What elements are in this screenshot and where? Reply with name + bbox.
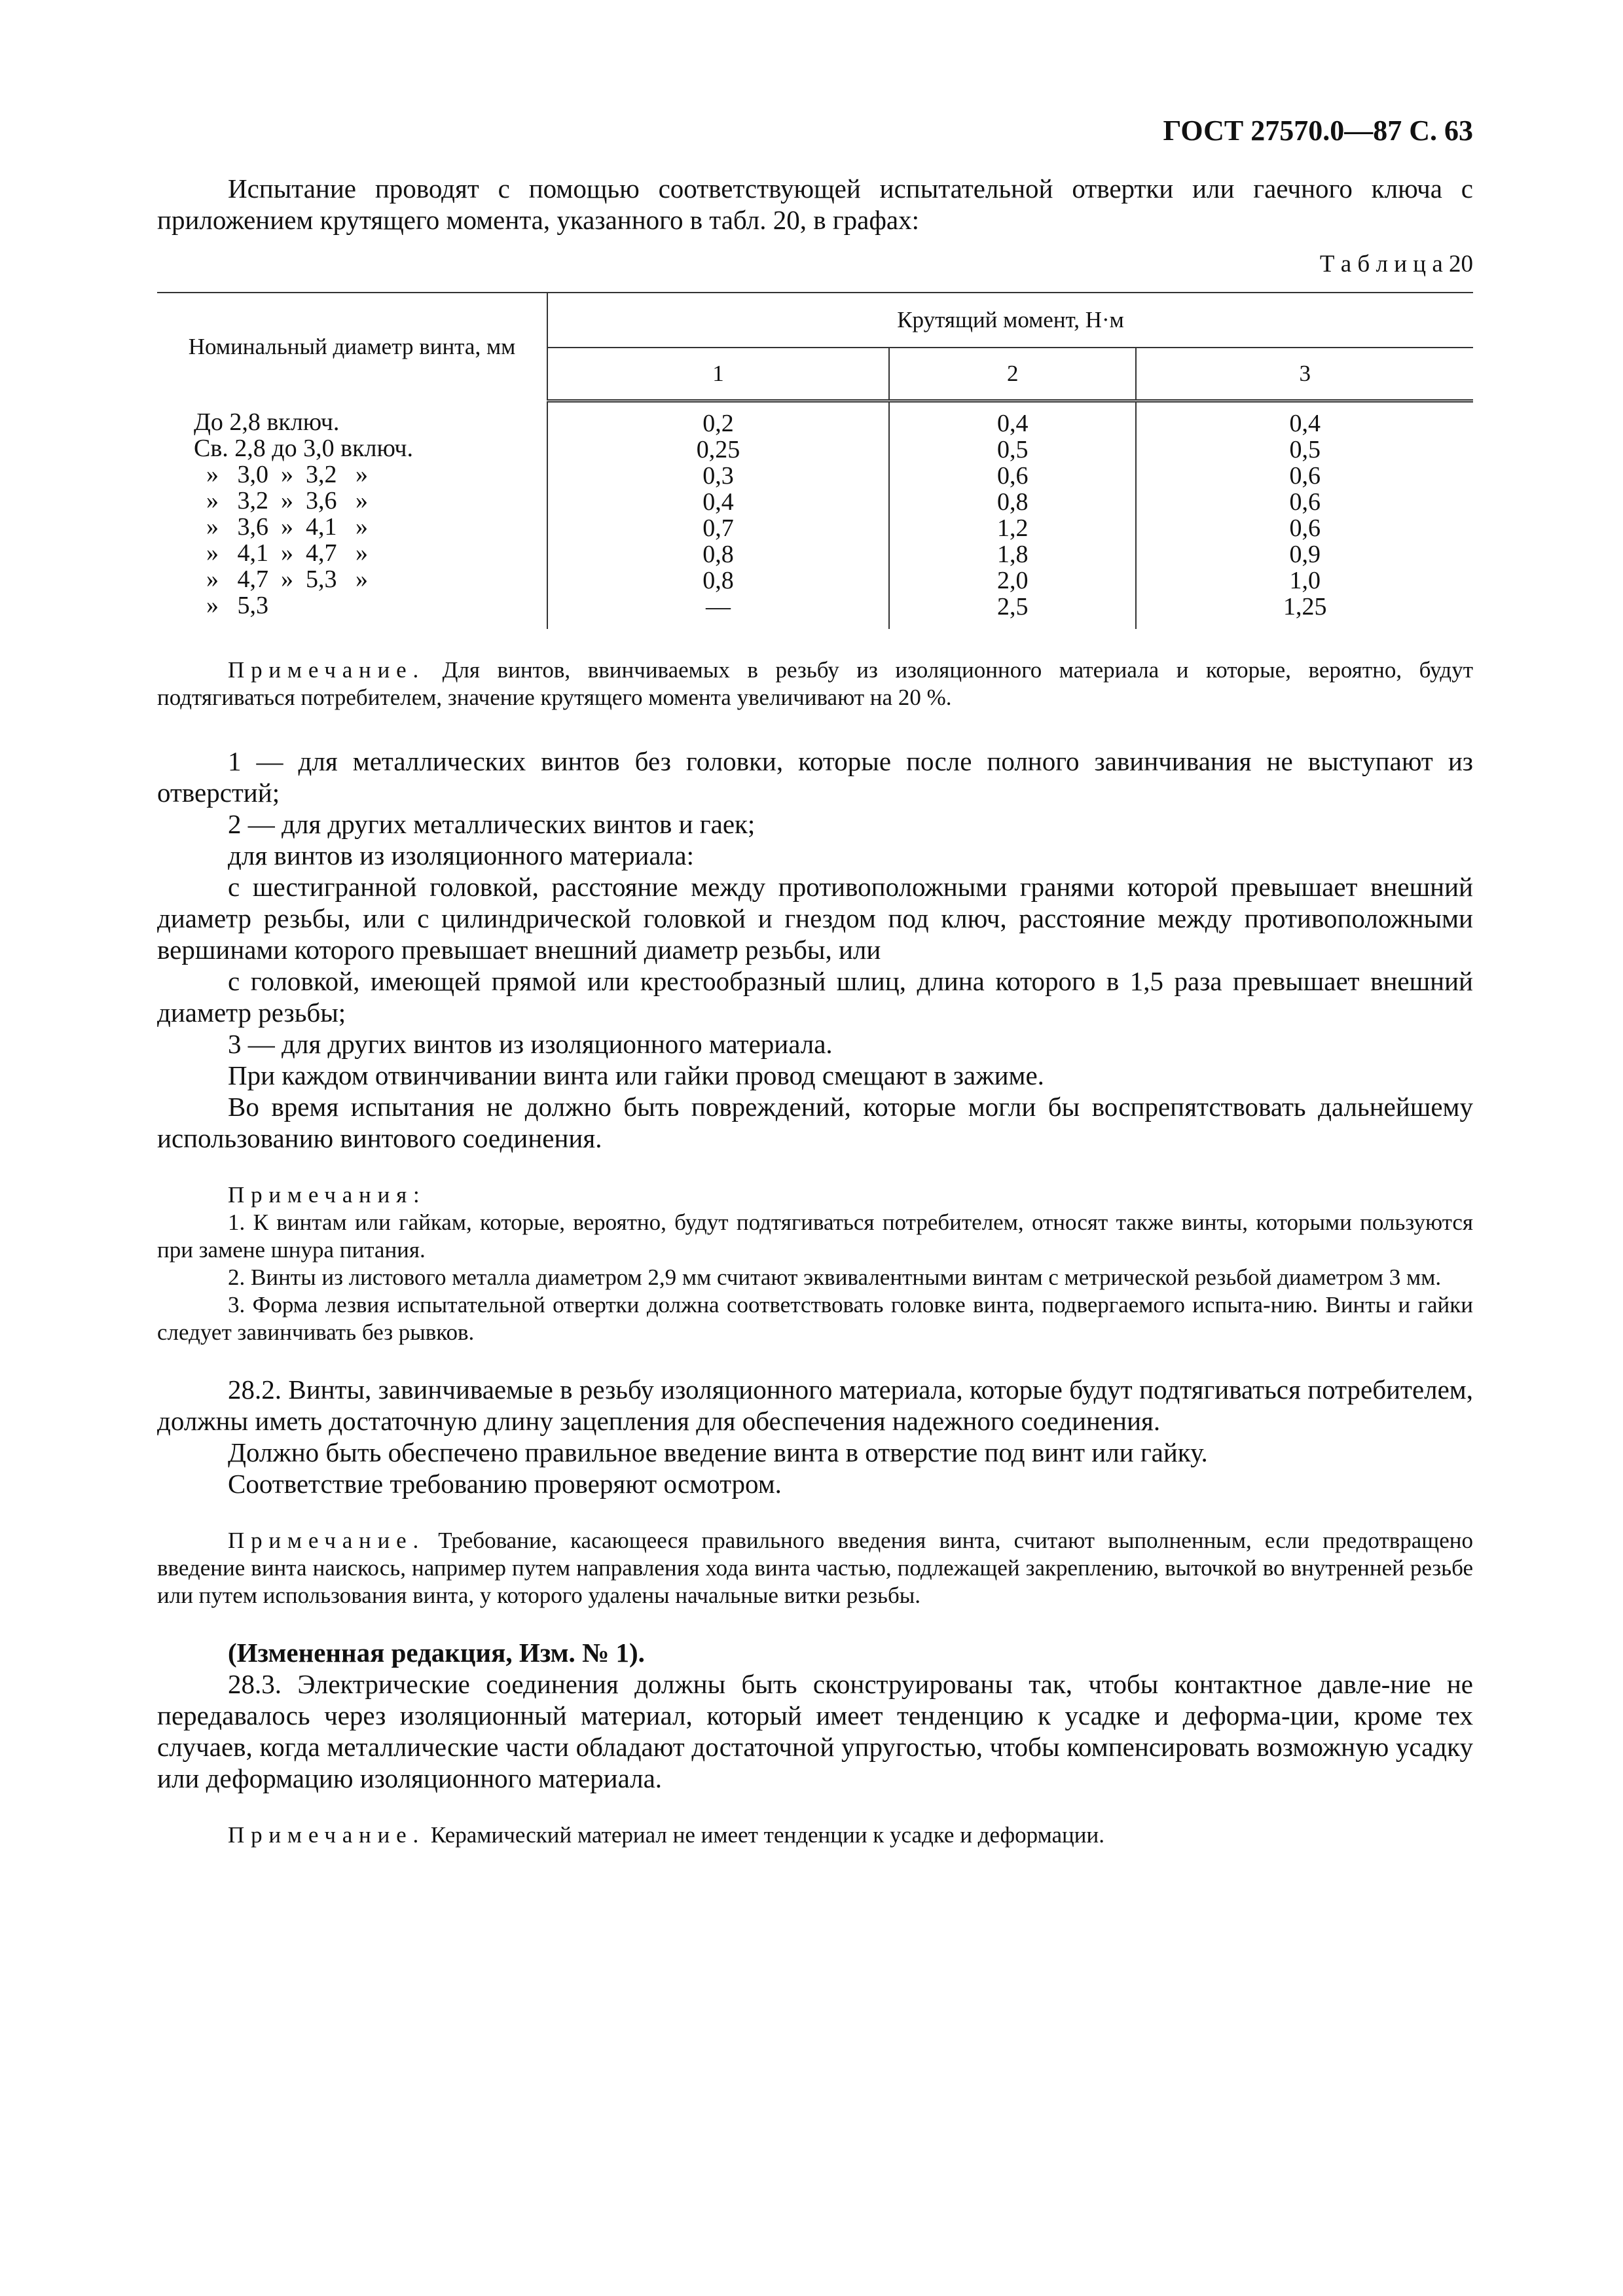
torque-column-header: Крутящий момент, Н·м [547,293,1473,348]
section-note [157,1527,1473,1609]
note-label: Примечание. [228,1822,426,1848]
intro-paragraph: Испытание проводят с помощью соответствующей испытательной отвертки или гаечного ключа с приложением крутящего момента, указанного в табл. 20, в графах: [157,173,1473,235]
amendment-note: (Измененная редакция, Изм. № 1). [228,1638,645,1668]
section-28-2 [157,1374,1473,1499]
body-paragraph: с шестигранной головкой, расстояние между противоположными гранями которой превышает внешний диаметр резьбы, или с цилиндрической головкой и гнездом под ключ, расстояние между противоположными вершинами которого превышает внешний диаметр резьбы, или [157,872,1473,965]
row-label: » 3,2 » 3,6 » [194,486,368,514]
diameter-ranges [157,401,547,630]
body-paragraph: 2 — для других металлических винтов и гаек; [228,809,756,839]
table-cell: — [706,593,731,620]
table-cell: 0,6 [1289,514,1321,542]
body-paragraph: Во время испытания не должно быть повреждений, которые могли бы воспрепятствовать дальнейшему использованию винтового соединения. [157,1092,1473,1153]
note-item: 2. Винты из листового металла диаметром 2,9 мм считают эквивалентными винтам с метрической резьбой диаметром 3 мм. [228,1265,1442,1290]
table-cell: 0,8 [996,488,1029,516]
section-paragraph: 28.2. Винты, завинчиваемые в резьбу изоляционного материала, которые будут подтягиваться потребителем, должны иметь достаточную длину зацепления для обеспечения надежного соединения. [157,1374,1473,1436]
table-cell: 0,8 [702,541,734,568]
body-paragraph: 3 — для других винтов из изоляционного материала. [228,1029,833,1059]
section-paragraph: Соответствие требованию проверяют осмотром. [228,1469,782,1499]
table-cell: 1,0 [1289,567,1321,594]
final-note [157,1821,1473,1849]
table-cell: 0,5 [996,436,1029,463]
table-cell: 0,2 [702,410,734,437]
note-text: Для винтов, ввинчиваемых в резьбу из изоляционного материала и которые, вероятно, будут подтягиваться потребителем, значение крутящего момента увеличивают на 20 %. [157,657,1473,710]
notes-label: Примечания: [228,1182,426,1208]
table-cell: 0,5 [1289,436,1321,463]
table-cell: 0,7 [702,514,734,542]
notes-section [157,1181,1473,1346]
torque-column-2 [889,401,1136,630]
diameter-column-header: Номинальный диаметр винта, мм [157,293,547,401]
body-paragraph: с головкой, имеющей прямой или крестообразный шлиц, длина которого в 1,5 раза превышает внешний диаметр резьбы; [157,966,1473,1028]
section-paragraph: Должно быть обеспечено правильное введение винта в отверстие под винт или гайку. [228,1437,1208,1467]
torque-column-1 [547,401,889,630]
table-cell: 0,4 [702,488,734,516]
table-cell: 0,4 [996,410,1029,437]
note-item: 3. Форма лезвия испытательной отвертки должна соответствовать головке винта, подвергаемого испыта-нию. Винты и гайки следует завинчивать без рывков. [157,1292,1473,1345]
table-cell: 1,25 [1283,593,1327,620]
row-label: Св. 2,8 до 3,0 включ. [194,434,414,462]
note-text: Требование, касающееся правильного введения винта, считают выполненным, если предотвращено введение винта наискось, например путем направления хода винта частью, подлежащей закреплению, выточкой во внутренней резьбе или путем использования винта, у которого удалены начальные витки резьбы. [157,1528,1473,1608]
note-label: Примечание. [228,1528,426,1553]
page-header: ГОСТ 27570.0—87 С. 63 [1163,115,1473,147]
row-label: » 3,0 » 3,2 » [194,460,368,488]
row-label: До 2,8 включ. [194,408,340,436]
body-paragraph: для винтов из изоляционного материала: [228,840,694,870]
column-number-3: 3 [1136,348,1473,401]
row-label: » 5,3 [194,591,268,619]
table-caption: Т а б л и ц а 20 [1319,251,1473,278]
table-cell: 2,0 [996,567,1029,594]
table-cell: 0,25 [696,436,740,463]
table-cell: 0,6 [1289,462,1321,490]
row-label: » 4,1 » 4,7 » [194,539,368,567]
torque-column-3 [1136,401,1473,630]
section-28-3: 28.3. Электрические соединения должны быть сконструированы так, чтобы контактное давле-ние не передавалось через изоляционный материал, который имеет тенденцию к усадке и деформа-ции, кроме тех случаев, когда металлические части обладают достаточной упругостью, чтобы компенсировать возможную усадку или деформацию изоляционного материала. [157,1669,1473,1793]
table-cell: 0,6 [996,462,1029,490]
note-item: 1. К винтам или гайкам, которые, вероятно, будут подтягиваться потребителем, относят также винты, которыми пользуются при замене шнура питания. [157,1210,1473,1263]
table-note [157,656,1473,711]
body-paragraph: При каждом отвинчивании винта или гайки провод смещают в зажиме. [228,1060,1044,1090]
note-label: Примечание. [228,657,426,683]
table-cell: 0,6 [1289,488,1321,516]
table-cell: 0,9 [1289,541,1321,568]
table-cell: 1,8 [996,541,1029,568]
document-page [157,111,1473,1849]
body-paragraph: 1 — для металлических винтов без головки, которые после полного завинчивания не выступают из отверстий; [157,746,1473,808]
note-text: Керамический материал не имеет тенденции к усадке и деформации. [425,1822,1104,1848]
column-number-2: 2 [889,348,1136,401]
row-label: » 4,7 » 5,3 » [194,565,368,593]
body-section [157,745,1473,1154]
column-number-1: 1 [547,348,889,401]
table-cell: 0,3 [702,462,734,490]
table-cell: 1,2 [996,514,1029,542]
table-cell: 0,4 [1289,410,1321,437]
table-cell: 2,5 [996,593,1029,620]
table-cell: 0,8 [702,567,734,594]
row-label: » 3,6 » 4,1 » [194,512,368,541]
torque-table [157,292,1473,629]
